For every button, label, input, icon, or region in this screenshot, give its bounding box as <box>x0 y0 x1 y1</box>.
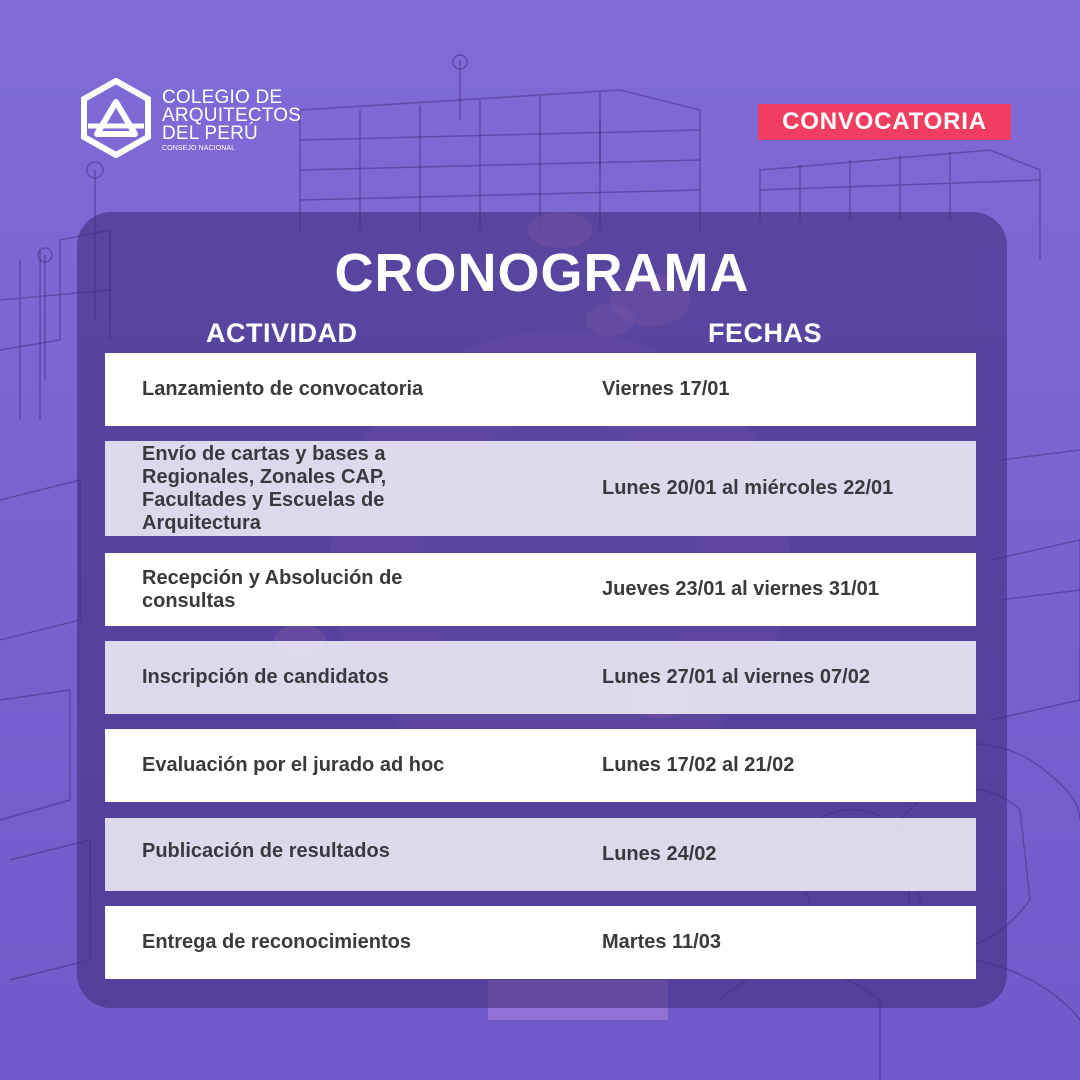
row-dates: Martes 11/03 <box>602 931 721 953</box>
row-dates: Jueves 23/01 al viernes 31/01 <box>602 578 879 600</box>
schedule-row <box>105 441 976 536</box>
schedule-row <box>105 353 976 426</box>
row-activity: Recepción y Absolución de consultas <box>142 566 403 612</box>
row-dates: Lunes 20/01 al miércoles 22/01 <box>602 477 894 499</box>
brand-name-line3: DEL PERÚ <box>162 123 258 144</box>
row-activity: Evaluación por el jurado ad hoc <box>142 754 445 776</box>
row-dates: Lunes 27/01 al viernes 07/02 <box>602 666 870 688</box>
schedule-row <box>105 906 976 979</box>
column-header-activity: ACTIVIDAD <box>206 318 358 348</box>
row-dates: Viernes 17/01 <box>602 378 730 400</box>
row-activity: Entrega de reconocimientos <box>142 931 411 953</box>
schedule-row <box>105 641 976 714</box>
row-dates: Lunes 17/02 al 21/02 <box>602 754 795 776</box>
row-activity: Publicación de resultados <box>142 840 390 862</box>
row-activity: Envío de cartas y bases a Regionales, Zonales CAP, Facultades y Escuelas de Arquitectura <box>142 442 387 534</box>
brand-logo <box>80 78 310 162</box>
brand-name <box>162 89 301 153</box>
schedule-row <box>105 729 976 802</box>
brand-name-line2: ARQUITECTOS <box>162 105 302 126</box>
brand-name-line1: COLEGIO DE <box>162 87 283 108</box>
hexagon-triangle-icon <box>80 78 152 158</box>
page-title: CRONOGRAMA <box>334 243 750 303</box>
row-activity: Inscripción de candidatos <box>142 666 389 688</box>
row-activity: Lanzamiento de convocatoria <box>142 378 424 400</box>
row-dates: Lunes 24/02 <box>602 843 717 865</box>
convocatoria-badge: CONVOCATORIA <box>758 104 1011 140</box>
schedule-row <box>105 553 976 626</box>
column-header-dates: FECHAS <box>708 318 823 348</box>
brand-subtitle: CONSEJO NACIONAL <box>162 145 236 152</box>
schedule-row <box>105 818 976 891</box>
